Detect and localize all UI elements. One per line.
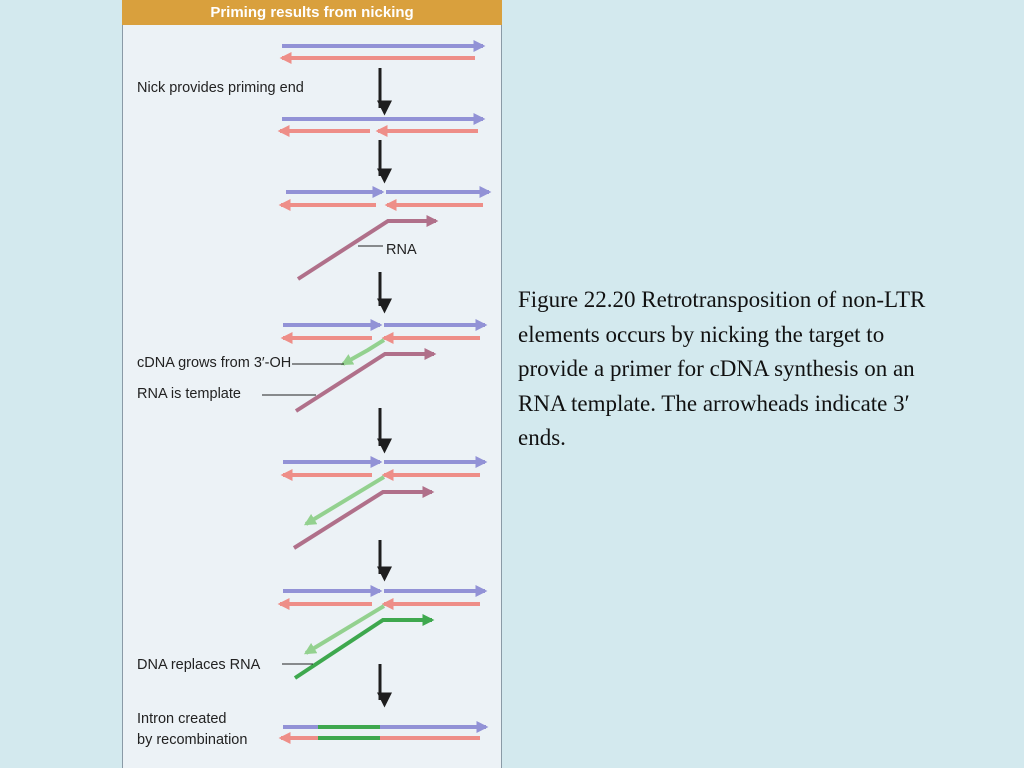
stage-6-dna-replaces-rna <box>280 591 485 678</box>
stage-5-cdna-extended <box>283 462 485 548</box>
label-cdna-grows: cDNA grows from 3′-OH <box>137 355 292 371</box>
figure-caption: Figure 22.20 Retrotransposition of non-LTR elements occurs by nicking the target to provide a primer for cDNA synthesis on an RNA template. The arrowheads indicate 3′ ends. <box>518 287 926 450</box>
stage-3-rna <box>281 192 489 279</box>
stage-1-target <box>282 46 483 58</box>
label-nick: Nick provides priming end <box>137 80 304 96</box>
stage-4-cdna-grows <box>262 325 485 411</box>
label-rna: RNA <box>386 242 417 258</box>
stage-7-intron <box>281 727 486 738</box>
panel-header: Priming results from nicking <box>122 0 502 25</box>
label-dna-replaces: DNA replaces RNA <box>137 657 261 673</box>
label-intron-line1: Intron created <box>137 711 227 727</box>
label-rna-template: RNA is template <box>137 386 241 402</box>
stage-2-nicked <box>280 119 483 131</box>
label-intron-line2: by recombination <box>137 732 248 748</box>
